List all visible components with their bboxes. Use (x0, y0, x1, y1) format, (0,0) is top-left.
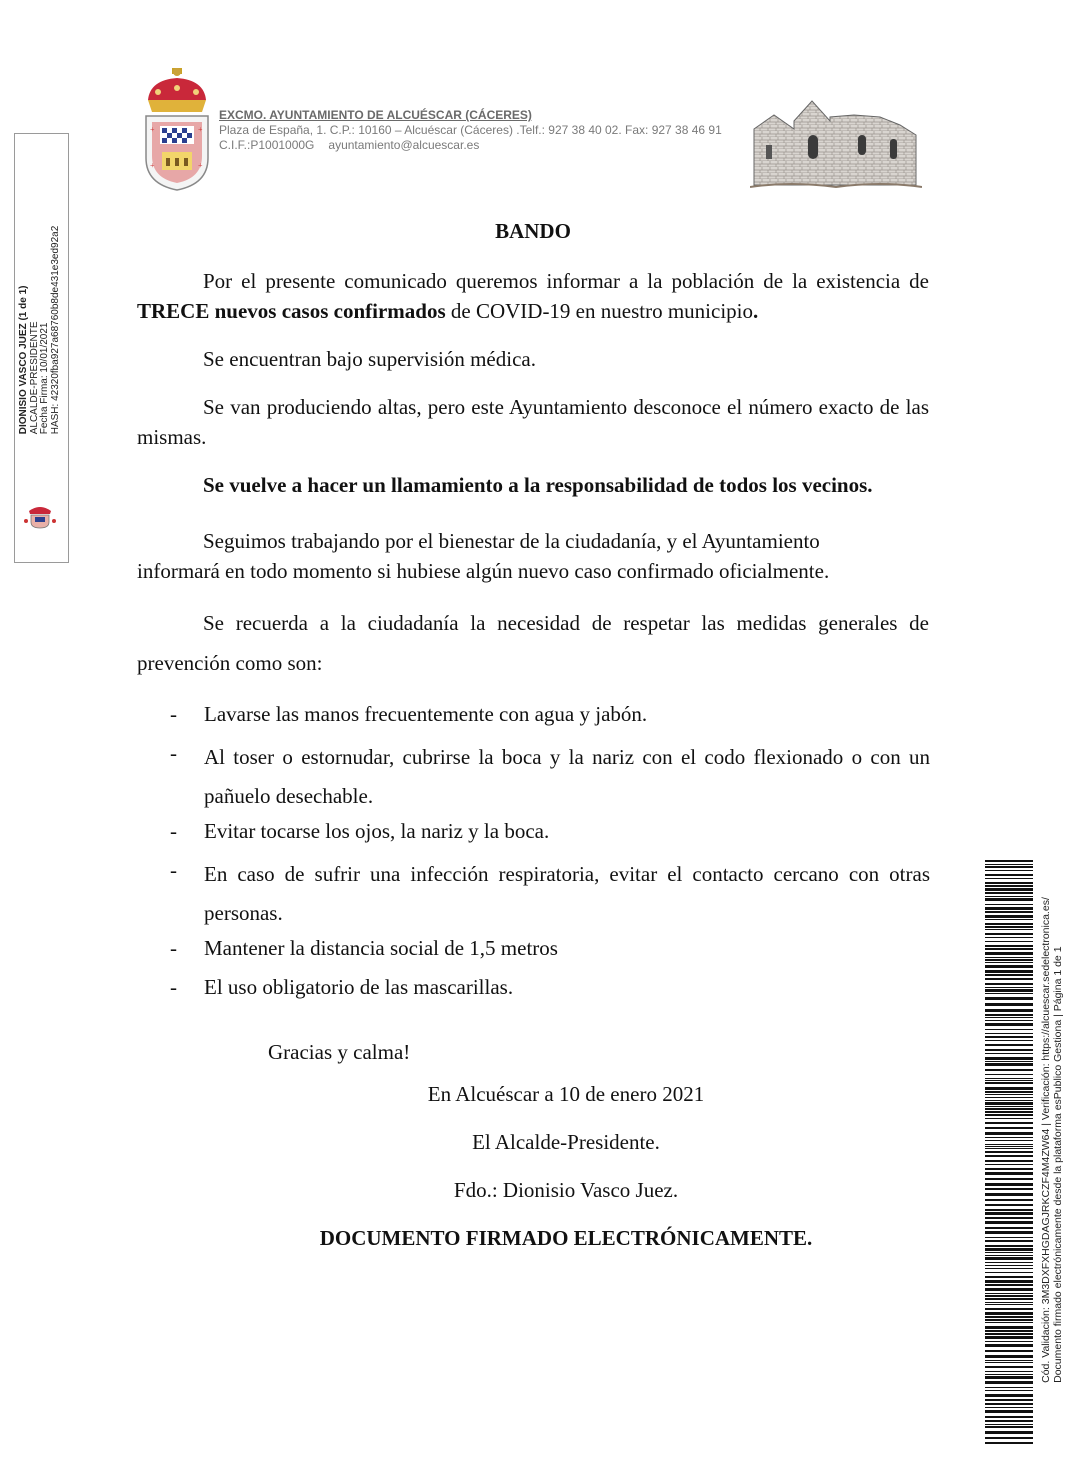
barcode-bar (985, 978, 1033, 980)
barcode-bar (985, 1227, 1033, 1229)
barcode-bar (985, 1431, 1033, 1434)
barcode-bar (985, 1424, 1033, 1425)
list-item (170, 933, 930, 963)
barcode-bar (985, 1245, 1033, 1247)
document-title: BANDO (495, 219, 571, 243)
barcode-bar (985, 1322, 1033, 1323)
barcode-bar (985, 1091, 1033, 1093)
barcode-bar (985, 915, 1033, 918)
barcode-bar (985, 1268, 1033, 1269)
barcode-bar (985, 911, 1033, 913)
paragraph-discharges: Se van produciendo altas, pero este Ayuntamiento desconoce el número exacto de las mismas. (137, 395, 929, 449)
barcode-bar (985, 923, 1033, 925)
barcode-bar (985, 1333, 1033, 1335)
barcode-bar (985, 878, 1033, 879)
barcode-bar (985, 1284, 1033, 1286)
barcode-bar (985, 926, 1033, 928)
list-item (170, 699, 930, 729)
signature-date: Fecha Firma: 10/01/2021 (39, 322, 50, 435)
barcode-bar (985, 1172, 1033, 1175)
p1-bold: TRECE nuevos casos confirmados (137, 299, 446, 323)
barcode-bar (985, 1108, 1033, 1110)
barcode-bar (985, 1074, 1033, 1075)
barcode-bar (985, 1102, 1033, 1105)
signer-title: El Alcalde-Presidente. (472, 1130, 660, 1154)
municipal-coat-of-arms-logo (140, 66, 214, 194)
barcode-bar (985, 1302, 1033, 1303)
barcode-bar (985, 1078, 1033, 1079)
barcode-bar (985, 907, 1033, 910)
barcode-bar (985, 1111, 1033, 1113)
platform-line: Documento firmado electrónicamente desde la plataforma esPublico Gestiona | Página 1 de 1 (1052, 946, 1064, 1383)
barcode-bar (985, 1188, 1033, 1190)
p1-text-a: Por el presente comunicado queremos informar a la población de la existencia de (203, 269, 929, 293)
list-item-text: Mantener la distancia social de 1,5 metros (204, 936, 558, 960)
barcode-bar (985, 1231, 1033, 1234)
barcode-bar (985, 1029, 1033, 1030)
barcode-bar (985, 937, 1033, 938)
barcode-bar (985, 1040, 1033, 1041)
barcode-bar (985, 896, 1033, 897)
p1-text-b: de COVID-19 en nuestro municipio (445, 299, 753, 323)
barcode-bar (985, 1155, 1033, 1157)
barcode-bar (985, 904, 1033, 905)
validation-code-line: Cód. Validación: 3M3DXFXHGDAGJRKCZF4M4ZW64 | Verificación: https://alcuescar.sedelectronica.es/ (1040, 897, 1052, 1383)
list-dash: - (170, 819, 177, 843)
p1-dot: . (753, 299, 759, 323)
paragraph-call-to-responsibility: Se vuelve a hacer un llamamiento a la responsabilidad de todos los vecinos. (203, 473, 873, 497)
barcode-bar (985, 1344, 1033, 1347)
list-dash: - (170, 975, 177, 999)
p5-line-1: Seguimos trabajando por el bienestar de la ciudadanía, y el Ayuntamiento (203, 529, 820, 553)
barcode-bar (985, 1265, 1033, 1266)
barcode-bar (985, 1160, 1033, 1162)
barcode-bar (985, 860, 1033, 862)
barcode-bar (985, 997, 1033, 1000)
barcode-bar (985, 1183, 1033, 1186)
letterhead (219, 108, 722, 153)
barcode-bar (985, 952, 1033, 955)
barcode-bar (985, 1262, 1033, 1263)
barcode-bar (985, 1020, 1033, 1021)
organization-name: EXCMO. AYUNTAMIENTO DE ALCUÉSCAR (CÁCERES) (219, 108, 532, 122)
barcode-bar (985, 989, 1033, 992)
barcode-bar (985, 1295, 1033, 1297)
barcode-bar (985, 948, 1033, 950)
barcode-bar (985, 1280, 1033, 1283)
barcode-bar (985, 1164, 1033, 1165)
barcode-bar (985, 1087, 1033, 1090)
list-item-text: Lavarse las manos frecuentemente con agua y jabón. (204, 702, 648, 726)
barcode-bar (985, 1023, 1033, 1026)
barcode-bar (985, 1151, 1033, 1153)
barcode-bar (985, 1336, 1033, 1339)
closing-thanks: Gracias y calma! (268, 1040, 411, 1064)
p5-line-2: informará en todo momento si hubiese algún nuevo caso confirmado oficialmente. (137, 559, 830, 583)
barcode-bar (985, 1137, 1033, 1138)
list-dash: - (170, 858, 177, 882)
barcode-bar (985, 1362, 1033, 1363)
paragraph-prevention-intro: Se recuerda a la ciudadanía la necesidad de respetar las medidas generales de prevención como son: (137, 611, 929, 675)
barcode-bar (985, 1437, 1033, 1439)
svg-text:+: + (150, 161, 155, 170)
place-and-date: En Alcuéscar a 10 de enero 2021 (427, 1082, 705, 1106)
paragraph-supervision: Se encuentran bajo supervisión médica. (203, 347, 536, 371)
svg-text:+: + (198, 125, 203, 134)
barcode-bar (985, 1017, 1033, 1018)
barcode-bar (985, 1255, 1033, 1256)
svg-text:+: + (198, 161, 203, 170)
validation-barcode (985, 860, 1033, 1445)
list-item-text: En caso de sufrir una infección respiratoria, evitar el contacto cercano con otras personas. (204, 862, 930, 925)
barcode-bar (985, 933, 1033, 935)
barcode-bar (985, 1009, 1033, 1012)
barcode-bar (985, 1381, 1033, 1384)
paragraph-wellbeing (137, 526, 929, 586)
barcode-bar (985, 1193, 1033, 1196)
barcode-bar (985, 1376, 1033, 1379)
barcode-bar (985, 919, 1033, 920)
barcode-bar (985, 970, 1033, 973)
barcode-bar (985, 882, 1033, 884)
barcode-bar (985, 1082, 1033, 1084)
barcode-bar (985, 1094, 1033, 1095)
cif: C.I.F.:P1001000G (219, 138, 315, 152)
paragraph-announcement (137, 266, 929, 326)
barcode-bar (985, 1308, 1033, 1310)
barcode-bar (985, 1350, 1033, 1352)
barcode-bar (985, 1374, 1033, 1375)
barcode-bar (985, 1168, 1033, 1170)
list-dash: - (170, 741, 177, 765)
barcode-bar (985, 898, 1033, 901)
barcode-bar (985, 983, 1033, 985)
barcode-bar (985, 1148, 1033, 1149)
barcode-bar (985, 1237, 1033, 1238)
barcode-bar (985, 866, 1033, 868)
barcode-bar (985, 1319, 1033, 1321)
barcode-bar (985, 1252, 1033, 1253)
barcode-bar (985, 1371, 1033, 1372)
barcode-bar (985, 1341, 1033, 1342)
list-item (170, 855, 930, 925)
barcode-bar (985, 1003, 1033, 1006)
barcode-bar (985, 941, 1033, 942)
barcode-bar (985, 1410, 1033, 1413)
barcode-bar (985, 888, 1033, 891)
email: ayuntamiento@alcuescar.es (328, 138, 480, 152)
barcode-bar (985, 1390, 1033, 1391)
barcode-bar (985, 1394, 1033, 1397)
barcode-bar (985, 1288, 1033, 1291)
signer-role: ALCALDE-PRESIDENTE (28, 321, 40, 435)
barcode-bar (985, 874, 1033, 876)
barcode-bar (985, 1140, 1033, 1141)
barcode-bar (985, 1355, 1033, 1358)
barcode-bar (985, 1069, 1033, 1071)
signer-name: DIONISIO VASCO JUEZ (1 de 1) (18, 285, 29, 435)
list-item (170, 816, 930, 846)
list-item (170, 972, 930, 1002)
barcode-bar (985, 1033, 1033, 1034)
barcode-bar (985, 1118, 1033, 1119)
list-item-text: Evitar tocarse los ojos, la nariz y la boca. (204, 819, 550, 843)
barcode-bar (985, 945, 1033, 947)
barcode-bar (985, 959, 1033, 961)
barcode-bar (985, 1416, 1033, 1418)
barcode-bar (985, 870, 1033, 871)
barcode-bar (985, 1132, 1033, 1135)
barcode-bar (985, 1403, 1033, 1405)
barcode-bar (985, 1293, 1033, 1294)
barcode-bar (985, 892, 1033, 894)
barcode-bar (985, 1366, 1033, 1368)
barcode-bar (985, 1248, 1033, 1251)
barcode-bar (985, 1036, 1033, 1038)
barcode-bar (985, 1063, 1033, 1066)
cif-email-line (219, 138, 722, 153)
barcode-bar (985, 1127, 1033, 1129)
barcode-bar (985, 1407, 1033, 1408)
barcode-bar (985, 1399, 1033, 1401)
church-illustration (750, 95, 922, 191)
barcode-bar (985, 957, 1033, 958)
small-coat-of-arms-icon (23, 505, 57, 529)
electronic-signature-notice: DOCUMENTO FIRMADO ELECTRÓNICAMENTE. (319, 1226, 813, 1250)
barcode-bar (985, 864, 1033, 865)
barcode-bar (985, 1316, 1033, 1318)
barcode-bar (985, 1114, 1033, 1116)
barcode-bar (985, 1204, 1033, 1206)
address-line: Plaza de España, 1. C.P.: 10160 – Alcuéscar (Cáceres) .Telf.: 927 38 40 02. Fax: 927 38 46 91 (219, 123, 722, 137)
barcode-bar (985, 974, 1033, 976)
barcode-bar (985, 1014, 1033, 1016)
barcode-bar (985, 993, 1033, 994)
barcode-bar (985, 1053, 1033, 1054)
svg-text:+: + (150, 125, 155, 134)
barcode-bar (985, 1146, 1033, 1147)
barcode-bar (985, 1326, 1033, 1329)
barcode-bar (985, 1144, 1033, 1145)
barcode-bar (985, 1178, 1033, 1180)
barcode-bar (985, 1272, 1033, 1273)
barcode-bar (985, 1212, 1033, 1215)
barcode-bar (985, 1217, 1033, 1219)
barcode-bar (985, 1097, 1033, 1098)
barcode-bar (985, 1199, 1033, 1201)
barcode-bar (985, 1106, 1033, 1107)
barcode-bar (985, 1312, 1033, 1315)
list-dash: - (170, 702, 177, 726)
barcode-bar (985, 1420, 1033, 1422)
barcode-bar (985, 1276, 1033, 1278)
barcode-bar (985, 1044, 1033, 1046)
barcode-bar (985, 1240, 1033, 1242)
barcode-bar (985, 1057, 1033, 1060)
barcode-bar (985, 1426, 1033, 1428)
barcode-bar (985, 1387, 1033, 1388)
list-item-text: El uso obligatorio de las mascarillas. (204, 975, 514, 999)
barcode-bar (985, 1360, 1033, 1361)
barcode-bar (985, 1122, 1033, 1124)
barcode-bar (985, 1257, 1033, 1260)
barcode-bar (985, 1304, 1033, 1305)
barcode-bar (985, 1221, 1033, 1224)
list-item (170, 738, 930, 808)
barcode-bar (985, 1330, 1033, 1332)
barcode-bar (985, 1061, 1033, 1062)
barcode-bar (985, 929, 1033, 930)
barcode-bar (985, 885, 1033, 887)
barcode-bar (985, 987, 1033, 988)
barcode-bar (985, 965, 1033, 968)
barcode-bar (985, 962, 1033, 963)
barcode-bar (985, 1298, 1033, 1300)
barcode-bar (985, 1100, 1033, 1101)
list-item-text: Al toser o estornudar, cubrirse la boca y la nariz con el codo flexionado o con un pañuelo desechable. (204, 745, 930, 808)
barcode-bar (985, 1209, 1033, 1211)
barcode-bar (985, 1080, 1033, 1081)
barcode-bar (985, 1442, 1033, 1444)
barcode-bar (985, 1049, 1033, 1051)
signed-by: Fdo.: Dionisio Vasco Juez. (453, 1178, 679, 1202)
signature-hash: HASH: 42320fba927a68760b8de431e3ed92a2 (49, 225, 61, 435)
list-dash: - (170, 936, 177, 960)
